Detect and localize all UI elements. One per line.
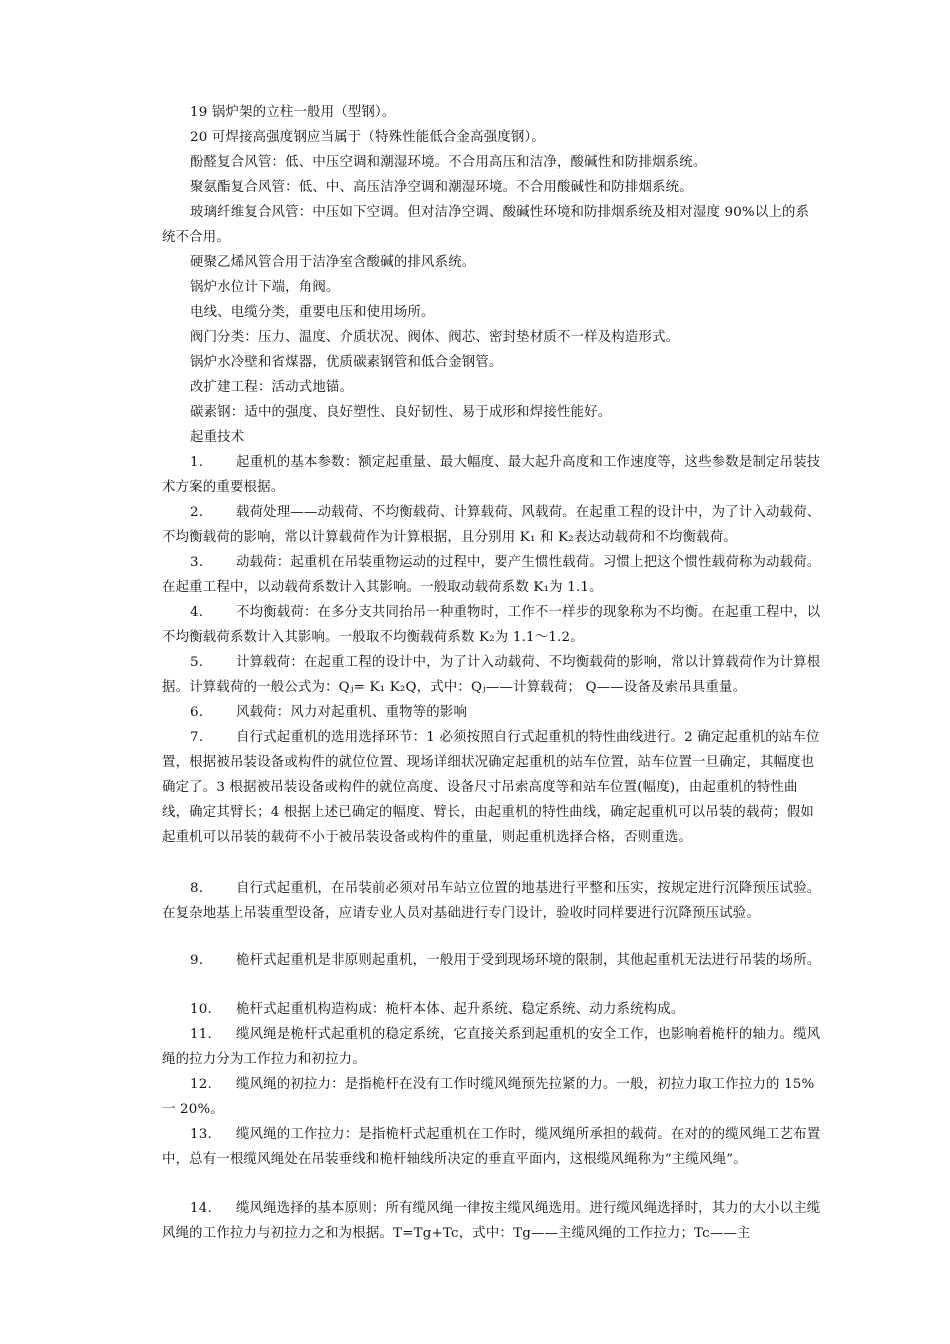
- list-number: 3.: [190, 555, 204, 570]
- text-line: 电线、电缆分类，重要电压和使用场所。: [190, 305, 435, 320]
- text-line: 聚氨酯复合风管：低、中、高压洁净空调和潮湿环境。不合用酸碱性和防排烟系统。: [190, 180, 693, 195]
- list-number: 11.: [190, 1027, 212, 1042]
- list-text: 载荷处理——动载荷、不均衡载荷、计算载荷、风载荷。在起重工程的设计中，为了计入动载荷、不均衡载荷的影响，常以计算载荷作为计算根据，且分别用 K₁ 和 K₂表达动载荷和不均衡载荷。: [162, 505, 821, 545]
- list-text: 缆风绳选择的基本原则：所有缆风绳一律按主缆风绳选用。进行缆风绳选择时，其力的大小以主缆风绳的工作拉力与初拉力之和为根据。T=Tg+Tc，式中：Tg——主缆风绳的工作拉力；Tc——主: [162, 1201, 821, 1241]
- list-number: 6.: [190, 705, 204, 720]
- list-text: 缆风绳的初拉力：是指桅杆在没有工作时缆风绳预先拉紧的力。一般，初拉力取工作拉力的 15%一 20%。: [162, 1077, 815, 1117]
- list-item: [162, 650, 822, 700]
- list-text: 桅杆式起重机构造构成：桅杆本体、起升系统、稳定系统、动力系统构成。: [236, 1002, 685, 1017]
- list-item: [162, 700, 822, 725]
- list-text: 缆风绳的工作拉力：是指桅杆式起重机在工作时，缆风绳所承担的载荷。在对的的缆风绳工艺布置中，总有一根缆风绳处在吊装垂线和桅杆轴线所决定的垂直平面内，这根缆风绳称为“主缆风绳”。: [162, 1127, 821, 1167]
- list-text: 桅杆式起重机是非原则起重机，一般用于受到现场环境的限制，其他起重机无法进行吊装的场所。: [236, 953, 821, 968]
- list-item: [162, 1122, 822, 1172]
- section-heading: 起重技术: [190, 430, 245, 445]
- list-number: 7.: [190, 730, 204, 745]
- list-text: 自行式起重机，在吊装前必须对吊车站立位置的地基进行平整和压实，按规定进行沉降预压试验。在复杂地基上吊装重型设备，应请专业人员对基础进行专门设计，验收时同样要进行沉降预压试验。: [162, 881, 821, 921]
- list-text: 缆风绳是桅杆式起重机的稳定系统，它直接关系到起重机的安全工作，也影响着桅杆的轴力。缆风绳的拉力分为工作拉力和初拉力。: [162, 1027, 821, 1067]
- list-item: [162, 725, 822, 850]
- text-line: 改扩建工程：活动式地锚。: [190, 380, 354, 395]
- text-line: 硬聚乙烯风管合用于洁净室含酸碱的排风系统。: [190, 255, 476, 270]
- text-line: 锅炉水冷壁和省煤器，优质碳素钢管和低合金钢管。: [190, 355, 503, 370]
- text-paragraph: 玻璃纤维复合风管：中压如下空调。但对洁净空调、酸碱性环境和防排烟系统及相对湿度 90%以上的系统不合用。: [162, 205, 810, 245]
- list-text: 自行式起重机的选用选择环节：1 必须按照自行式起重机的特性曲线进行。2 确定起重机的站车位置，根据被吊装设备或构件的就位位置、现场详细状况确定起重机的站车位置，站车位置一旦确定，其幅度也确定了。3 根据被吊装设备或构件的就位高度、设备尺寸吊索高度等和站车位置(幅度)，由起重机的特性曲线，确定其臂长；4 根据上述已确定的幅度、臂长，由起重机的特性曲线，确定起重机可以吊装的载荷；假如起重机可以吊装的载荷不小于被吊装设备或构件的重量，则起重机选择合格，否则重选。: [162, 730, 820, 845]
- list-item: [162, 997, 822, 1022]
- list-item: [162, 500, 822, 550]
- list-text: 风载荷：风力对起重机、重物等的影响: [236, 705, 468, 720]
- list-number: 2.: [190, 505, 204, 520]
- list-number: 10.: [190, 1002, 212, 1017]
- list-number: 14.: [190, 1201, 212, 1216]
- text-line: 阀门分类：压力、温度、介质状况、阀体、阀芯、密封垫材质不一样及构造形式。: [190, 330, 680, 345]
- list-text: 动载荷：起重机在吊装重物运动的过程中，要产生惯性载荷。习惯上把这个惯性载荷称为动载荷。在起重工程中，以动载荷系数计入其影响。一般取动载荷系数 K₁为 1.1。: [162, 555, 821, 595]
- list-number: 5.: [190, 655, 204, 670]
- text-line: 20 可焊接高强度钢应当属于（特殊性能低合金高强度钢）。: [190, 130, 545, 145]
- list-number: 1.: [190, 455, 204, 470]
- text-line: 19 锅炉架的立柱一般用（型钢）。: [190, 105, 396, 120]
- list-item: [162, 1196, 822, 1246]
- text-line: 锅炉水位计下端，角阀。: [190, 280, 340, 295]
- text-line: 碳素钢：适中的强度、良好塑性、良好韧性、易于成形和焊接性能好。: [190, 405, 612, 420]
- text-line: 酚醛复合风管：低、中压空调和潮湿环境。不合用高压和洁净，酸碱性和防排烟系统。: [190, 155, 707, 170]
- list-item: [162, 450, 822, 500]
- list-item: [162, 876, 822, 926]
- list-number: 12.: [190, 1077, 212, 1092]
- list-number: 8.: [190, 881, 204, 896]
- list-number: 9.: [190, 953, 204, 968]
- list-number: 13.: [190, 1127, 212, 1142]
- list-item: [162, 1022, 822, 1072]
- list-item: [162, 948, 822, 973]
- list-number: 4.: [190, 605, 204, 620]
- list-text: 起重机的基本参数：额定起重量、最大幅度、最大起升高度和工作速度等，这些参数是制定吊装技术方案的重要根据。: [162, 455, 821, 495]
- list-item: [162, 600, 822, 650]
- list-item: [162, 550, 822, 600]
- list-text: 不均衡载荷：在多分支共同抬吊一种重物时，工作不一样步的现象称为不均衡。在起重工程中，以不均衡载荷系数计入其影响。一般取不均衡载荷系数 K₂为 1.1～1.2。: [162, 605, 821, 645]
- list-text: 计算载荷：在起重工程的设计中，为了计入动载荷、不均衡载荷的影响，常以计算载荷作为计算根据。计算载荷的一般公式为：Qⱼ= K₁ K₂Q，式中：Qⱼ——计算载荷； Q——设备及索吊具重量。: [162, 655, 821, 695]
- list-item: [162, 1072, 822, 1122]
